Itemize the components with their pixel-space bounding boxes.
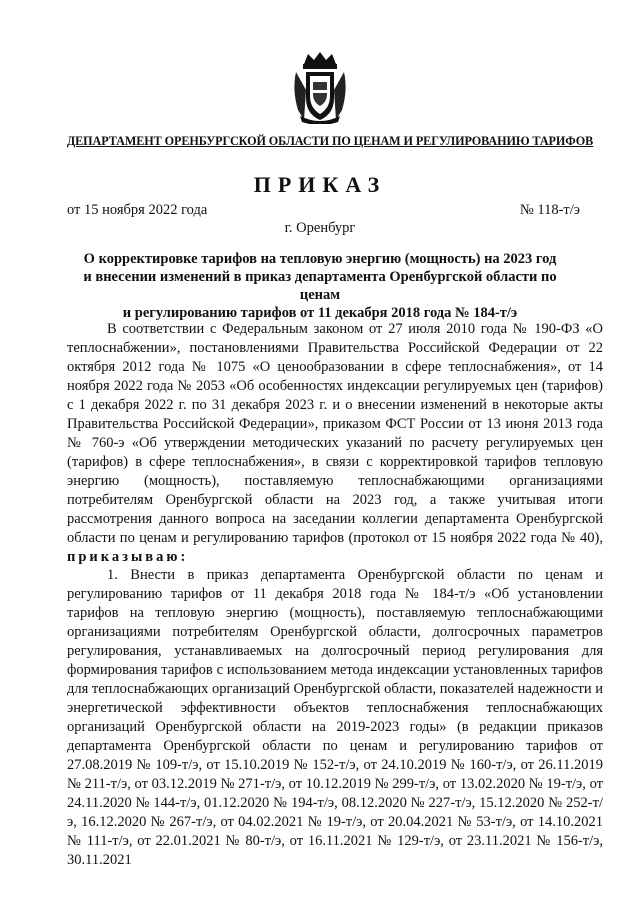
coat-of-arms-emblem: [292, 50, 348, 124]
preamble-paragraph: [67, 320, 603, 567]
subject-line-1: О корректировке тарифов на тепловую энергию (мощность) на 2023 год: [83, 251, 557, 267]
subject-line-2: и внесении изменений в приказ департамента Оренбургской области по ценам: [83, 269, 557, 303]
department-name: ДЕПАРТАМЕНТ ОРЕНБУРГСКОЙ ОБЛАСТИ ПО ЦЕНАМ И РЕГУЛИРОВАНИЮ ТАРИФОВ: [66, 134, 594, 148]
preamble-text: В соответствии с Федеральным законом от 27 июля 2010 года № 190-ФЗ «О теплоснабжении», постановлениями Правительства Российской Федерации от 22 октября 2012 года № 1075 «О ценообразовании в сфере теплоснабжения», от 14 ноября 2022 года № 2053 «Об особенностях индексации регулируемых цен (тарифов) с 1 декабря 2022 г. по 31 декабря 2023 г. и о внесении изменений в некоторые акты Правительства Российской Федерации», приказом ФСТ России от 13 июня 2013 года № 760-э «Об утверждении методических указаний по расчету регулируемых цен (тарифов) в сфере теплоснабжения», в связи с корректировкой тарифов тепловую энергию (мощность), поставляемую теплоснабжающими организациями потребителям Оренбургской области на 2023 год, а также учитывая итоги рассмотрения данного вопроса на заседании коллегии департамента Оренбургской области по ценам и регулированию тарифов (протокол от 15 ноября 2022 года № 40),: [67, 321, 603, 546]
order-number: № 118-т/э: [519, 202, 580, 218]
item-1-paragraph: 1. Внести в приказ департамента Оренбургской области по ценам и регулированию тарифов от 11 декабря 2018 года № 184-т/э «Об установлении тарифов на тепловую энергию (мощность), поставляемую теплоснабжающими организациями потребителям Оренбургской области, долгосрочных параметров регулирования, устанавливаемых на долгосрочный период регулирования для формирования тарифов с использованием метода индексации установленных тарифов для теплоснабжающих организаций Оренбургской области, показателей надежности и энергетической эффективности объектов теплоснабжения теплоснабжающих организаций Оренбургской области на 2019-2023 годы» (в редакции приказов департамента Оренбургской области по ценам и регулированию тарифов от 27.08.2019 № 109-т/э, от 15.10.2019 № 152-т/э, от 24.10.2019 № 160-т/э, от 26.11.2019 № 211-т/э, от 03.12.2019 № 271-т/э, от 10.12.2019 № 299-т/э, от 13.02.2020 № 19-т/э, от 24.11.2020 № 144-т/э, 01.12.2020 № 194-т/э, 08.12.2020 № 227-т/э, 15.12.2020 № 252-т/э, 16.12.2020 № 267-т/э, от 04.02.2021 № 19-т/э, от 20.04.2021 № 53-т/э, от 14.10.2021 № 111-т/э, от 22.01.2021 № 80-т/э, от 16.11.2021 № 129-т/э, от 23.11.2021 № 156-т/э, 30.11.2021: [67, 567, 603, 868]
order-word: приказываю:: [67, 549, 189, 565]
document-title: ПРИКАЗ: [253, 172, 387, 197]
order-date: от 15 ноября 2022 года: [67, 202, 208, 218]
subject-line-3: и регулированию тарифов от 11 декабря 2018 года № 184-т/э: [122, 305, 518, 321]
order-subject: [70, 250, 570, 322]
city: г. Оренбург: [284, 220, 356, 236]
